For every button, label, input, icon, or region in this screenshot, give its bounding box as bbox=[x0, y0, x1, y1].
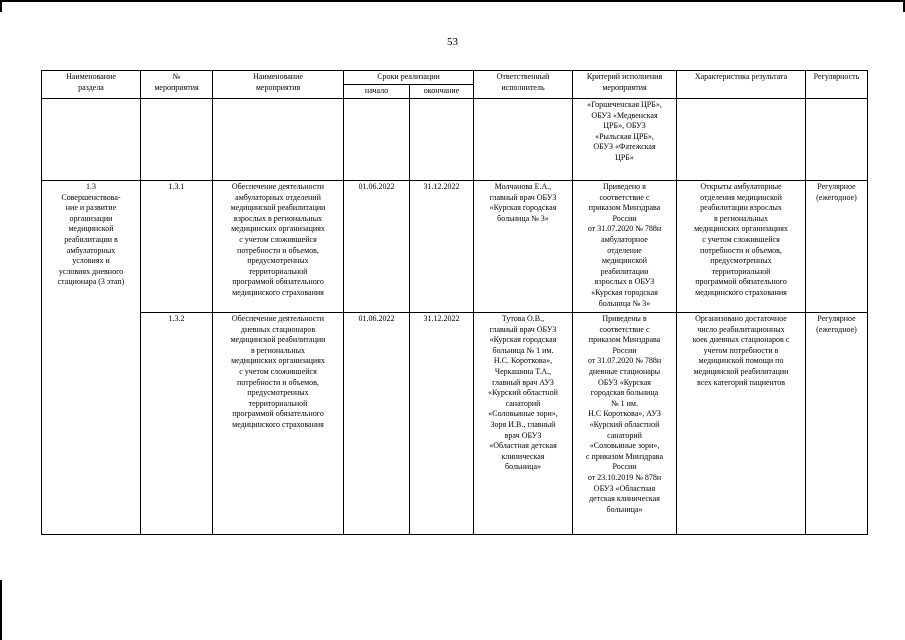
cell-regularity: Регулярное (ежегодное) bbox=[806, 313, 868, 535]
cell-name: Обеспечение деятельности дневных стационаров медицинской реабилитации в региональных медицинских организациях с учетом сложившейся потребности и объемов, предусмотренных территориальной программой обязательного медицинского страхования bbox=[213, 313, 344, 535]
cell-name bbox=[213, 99, 344, 181]
left-border-line bbox=[0, 0, 2, 12]
header-name: Наименование мероприятия bbox=[213, 71, 344, 99]
header-regularity: Регулярность bbox=[806, 71, 868, 99]
header-criterion: Критерий исполнения мероприятия bbox=[573, 71, 677, 99]
header-start: начало bbox=[344, 85, 410, 99]
cell-start bbox=[344, 99, 410, 181]
header-result: Характеристика результата bbox=[677, 71, 806, 99]
cell-number bbox=[141, 99, 213, 181]
cell-number: 1.3.1 bbox=[141, 181, 213, 313]
left-border-line-bottom bbox=[0, 580, 2, 640]
cell-end bbox=[410, 99, 474, 181]
cell-number: 1.3.2 bbox=[141, 313, 213, 535]
cell-criterion: Приведены в соответствие с приказом Минздрава России от 31.07.2020 № 788н дневные стационары ОБУЗ «Курская городская больница № 1 им. Н.С Короткова», АУЗ «Курский областной санаторий «Соловьиные зори», с приказом Минздрава России от 23.10.2019 № 878н ОБУЗ «Областная детская клиническая больница» bbox=[573, 313, 677, 535]
cell-executor bbox=[474, 99, 573, 181]
cell-start: 01.06.2022 bbox=[344, 313, 410, 535]
cell-start: 01.06.2022 bbox=[344, 181, 410, 313]
top-border-line bbox=[0, 0, 905, 2]
cell-result: Организовано достаточное число реабилитационных коек дневных стационаров с учетом потребности в медицинской помощи по медицинской реабилитации всех категорий пациентов bbox=[677, 313, 806, 535]
header-executor: Ответственный исполнитель bbox=[474, 71, 573, 99]
cell-name: Обеспечение деятельности амбулаторных отделений медицинской реабилитации взрослых в региональных медицинских организациях с учетом сложившейся потребности и объемов, предусмотренных территориальной программой обязательного медицинского страхования bbox=[213, 181, 344, 313]
table-row bbox=[42, 99, 868, 181]
cell-regularity bbox=[806, 99, 868, 181]
table-row bbox=[42, 181, 868, 313]
cell-section bbox=[42, 99, 141, 181]
cell-regularity: Регулярное (ежегодное) bbox=[806, 181, 868, 313]
cell-end: 31.12.2022 bbox=[410, 181, 474, 313]
plan-table bbox=[41, 70, 868, 535]
cell-section: 1.3 Совершенствова- ние и развитие организации медицинской реабилитации в амбулаторных условиях и условиях дневного стационара (3 этап) bbox=[42, 181, 141, 535]
cell-result bbox=[677, 99, 806, 181]
header-terms: Сроки реализации bbox=[344, 71, 474, 85]
header-number: № мероприятия bbox=[141, 71, 213, 99]
cell-end: 31.12.2022 bbox=[410, 313, 474, 535]
cell-criterion: Приведено в соответствие с приказом Минздрава России от 31.07.2020 № 788н амбулаторное отделение медицинской реабилитации взрослых в ОБУЗ «Курская городская больница № 3» bbox=[573, 181, 677, 313]
cell-executor: Молчанова Е.А., главный врач ОБУЗ «Курская городская больница № 3» bbox=[474, 181, 573, 313]
header-end: окончание bbox=[410, 85, 474, 99]
cell-executor: Тутова О.В., главный врач ОБУЗ «Курская городская больница № 1 им. Н.С. Короткова», Черкашина Т.А., главный врач АУЗ «Курский областной санаторий «Соловьиные зори», Зоря И.В., главный врач ОБУЗ «Областная детская клиническая больница» bbox=[474, 313, 573, 535]
cell-result: Открыты амбулаторные отделения медицинской реабилитации взрослых в региональных медицинских организациях с учетом сложившейся потребности и объемов, предусмотренных территориальной программой обязательного медицинского страхования bbox=[677, 181, 806, 313]
table-row bbox=[42, 313, 868, 535]
page-number: 53 bbox=[447, 36, 458, 48]
header-section: Наименование раздела bbox=[42, 71, 141, 99]
cell-criterion: «Горшеченская ЦРБ», ОБУЗ «Медвенская ЦРБ», ОБУЗ «Рыльская ЦРБ», ОБУЗ «Фатежская ЦРБ» bbox=[573, 99, 677, 181]
table-header-row bbox=[42, 71, 868, 85]
